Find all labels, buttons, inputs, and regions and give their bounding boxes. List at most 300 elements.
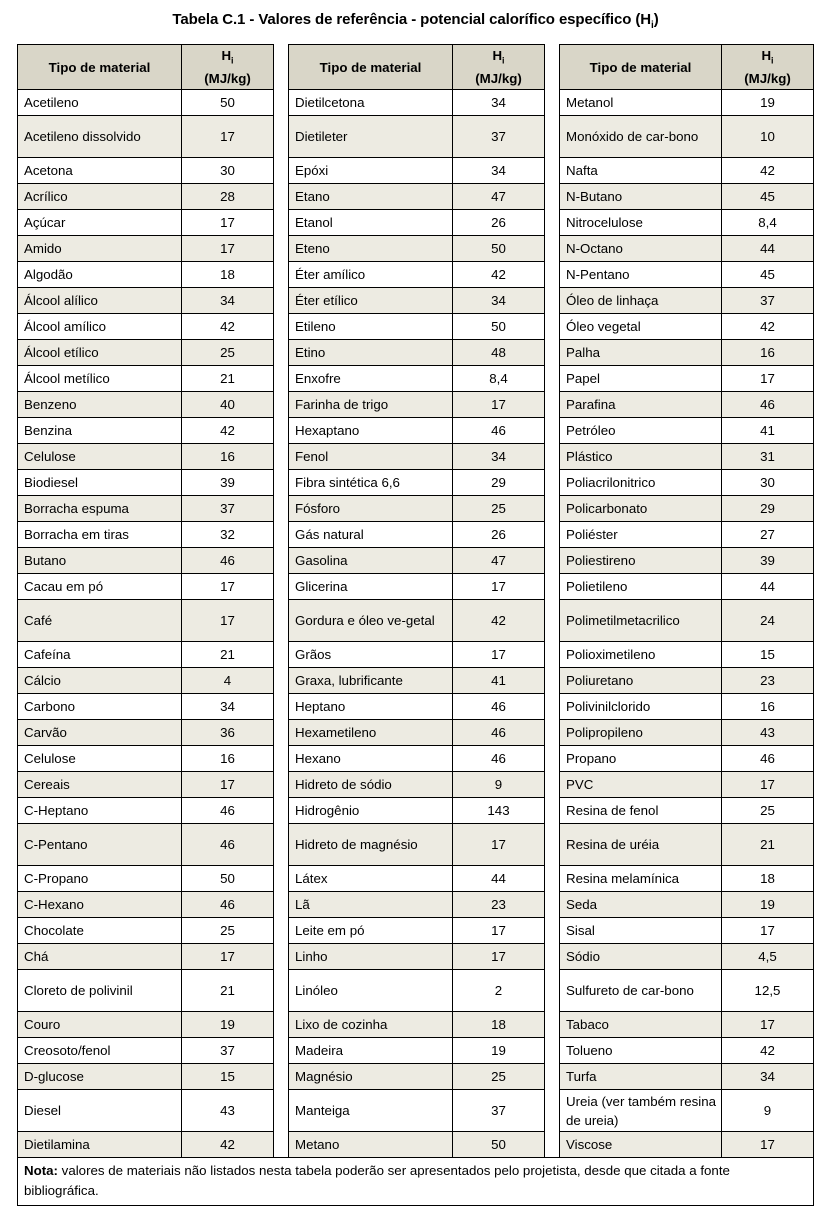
calorific-value-col1: 28	[182, 184, 274, 210]
material-name-col3: Palha	[560, 340, 722, 366]
material-name-col1: Chá	[18, 944, 182, 970]
material-name-col1: C-Heptano	[18, 798, 182, 824]
table-row	[18, 444, 814, 470]
calorific-value-col1: 15	[182, 1064, 274, 1090]
material-name-col3: Sulfureto de car-bono	[560, 970, 722, 1012]
material-name-col1: Cacau em pó	[18, 574, 182, 600]
material-name-col1: Benzeno	[18, 392, 182, 418]
calorific-value-col3: 44	[722, 574, 814, 600]
column-gap	[545, 470, 560, 496]
material-name-col3: Tolueno	[560, 1038, 722, 1064]
calorific-value-col2: 25	[453, 1064, 545, 1090]
material-name-col1: Celulose	[18, 746, 182, 772]
material-name-col3: Tabaco	[560, 1012, 722, 1038]
calorific-value-col1: 40	[182, 392, 274, 418]
calorific-value-col3: 37	[722, 288, 814, 314]
column-gap	[274, 944, 289, 970]
column-gap	[545, 642, 560, 668]
calorific-value-col3: 21	[722, 824, 814, 866]
material-name-col1: Creosoto/fenol	[18, 1038, 182, 1064]
material-name-col2: Fenol	[289, 444, 453, 470]
column-gap	[274, 918, 289, 944]
column-gap	[274, 574, 289, 600]
calorific-value-col3: 29	[722, 496, 814, 522]
table-row	[18, 236, 814, 262]
calorific-value-col2: 37	[453, 116, 545, 158]
calorific-value-col2: 46	[453, 694, 545, 720]
material-name-col2: Epóxi	[289, 158, 453, 184]
column-gap	[274, 772, 289, 798]
material-name-col2: Hexametileno	[289, 720, 453, 746]
calorific-value-col3: 43	[722, 720, 814, 746]
column-gap	[545, 288, 560, 314]
calorific-value-col1: 30	[182, 158, 274, 184]
column-gap	[274, 288, 289, 314]
calorific-value-col3: 16	[722, 694, 814, 720]
calorific-value-col1: 18	[182, 262, 274, 288]
calorific-value-col2: 17	[453, 824, 545, 866]
table-row	[18, 418, 814, 444]
material-name-col2: Dietileter	[289, 116, 453, 158]
calorific-value-col3: 25	[722, 798, 814, 824]
material-name-col1: Algodão	[18, 262, 182, 288]
material-name-col1: Álcool alílico	[18, 288, 182, 314]
table-row	[18, 366, 814, 392]
column-gap	[274, 1064, 289, 1090]
calorific-value-col3: 41	[722, 418, 814, 444]
column-gap	[274, 210, 289, 236]
table-row	[18, 262, 814, 288]
table-row	[18, 600, 814, 642]
calorific-value-col2: 17	[453, 574, 545, 600]
column-gap	[274, 262, 289, 288]
header-value-unit: (MJ/kg)	[475, 70, 522, 86]
material-name-col2: Hidreto de magnésio	[289, 824, 453, 866]
calorific-value-col3: 4,5	[722, 944, 814, 970]
column-gap	[545, 918, 560, 944]
calorific-value-col2: 46	[453, 746, 545, 772]
calorific-value-col3: 42	[722, 158, 814, 184]
column-gap	[545, 366, 560, 392]
column-gap	[274, 866, 289, 892]
calorific-value-col3: 17	[722, 1132, 814, 1158]
column-gap	[274, 116, 289, 158]
material-name-col1: Carbono	[18, 694, 182, 720]
material-name-col1: C-Propano	[18, 866, 182, 892]
material-name-col3: Nitrocelulose	[560, 210, 722, 236]
material-name-col2: Hidrogênio	[289, 798, 453, 824]
column-gap	[274, 418, 289, 444]
table-row	[18, 90, 814, 116]
table-title-text: Tabela C.1 - Valores de referência - potencial calorífico específico (H	[172, 11, 652, 28]
material-name-col3: N-Octano	[560, 236, 722, 262]
calorific-value-col1: 17	[182, 236, 274, 262]
calorific-value-col1: 34	[182, 288, 274, 314]
calorific-value-col3: 30	[722, 470, 814, 496]
material-name-col2: Graxa, lubrificante	[289, 668, 453, 694]
note-row	[18, 1158, 814, 1206]
header-value-symbol: H	[221, 48, 232, 64]
calorific-value-col3: 46	[722, 392, 814, 418]
material-name-col2: Leite em pó	[289, 918, 453, 944]
table-row	[18, 866, 814, 892]
material-name-col1: Borracha em tiras	[18, 522, 182, 548]
calorific-value-col3: 34	[722, 1064, 814, 1090]
header-value-sub: i	[771, 55, 774, 66]
table-row	[18, 470, 814, 496]
calorific-value-col3: 27	[722, 522, 814, 548]
material-name-col2: Metano	[289, 1132, 453, 1158]
calorific-value-col1: 19	[182, 1012, 274, 1038]
calorific-value-col2: 26	[453, 522, 545, 548]
material-name-col1: Couro	[18, 1012, 182, 1038]
column-gap	[545, 1012, 560, 1038]
material-name-col1: Cereais	[18, 772, 182, 798]
calorific-value-col1: 46	[182, 892, 274, 918]
material-name-col3: Plástico	[560, 444, 722, 470]
material-name-col2: Gordura e óleo ve-getal	[289, 600, 453, 642]
material-name-col3: Poliestireno	[560, 548, 722, 574]
material-name-col3: Viscose	[560, 1132, 722, 1158]
calorific-value-col2: 17	[453, 918, 545, 944]
calorific-value-col2: 37	[453, 1090, 545, 1132]
calorific-value-col1: 17	[182, 574, 274, 600]
calorific-value-col2: 29	[453, 470, 545, 496]
material-name-col3: Polivinilclorido	[560, 694, 722, 720]
material-name-col2: Linóleo	[289, 970, 453, 1012]
calorific-value-col3: 42	[722, 314, 814, 340]
calorific-value-col2: 34	[453, 158, 545, 184]
column-gap	[545, 45, 560, 90]
column-gap	[274, 1132, 289, 1158]
material-name-col1: Butano	[18, 548, 182, 574]
material-name-col1: Café	[18, 600, 182, 642]
column-gap	[274, 1012, 289, 1038]
column-gap	[274, 392, 289, 418]
calorific-value-col2: 46	[453, 720, 545, 746]
table-row	[18, 1012, 814, 1038]
column-gap	[545, 1064, 560, 1090]
calorific-value-col3: 8,4	[722, 210, 814, 236]
table-row	[18, 944, 814, 970]
calorific-value-col1: 17	[182, 772, 274, 798]
table-row	[18, 340, 814, 366]
table-row	[18, 314, 814, 340]
material-name-col2: Éter etílico	[289, 288, 453, 314]
column-gap	[274, 444, 289, 470]
note-text: valores de materiais não listados nesta tabela poderão ser apresentados pelo projetista, desde que citada a fonte bibliográfica.	[24, 1163, 730, 1198]
column-gap	[545, 944, 560, 970]
material-name-col3: Resina de uréia	[560, 824, 722, 866]
material-name-col2: Lixo de cozinha	[289, 1012, 453, 1038]
material-name-col1: Celulose	[18, 444, 182, 470]
table-row	[18, 392, 814, 418]
material-name-col1: Cloreto de polivinil	[18, 970, 182, 1012]
column-gap	[274, 668, 289, 694]
calorific-value-col1: 36	[182, 720, 274, 746]
table-row	[18, 892, 814, 918]
column-gap	[545, 158, 560, 184]
column-gap	[545, 668, 560, 694]
column-gap	[274, 642, 289, 668]
header-value-unit: (MJ/kg)	[204, 70, 251, 86]
calorific-value-col2: 41	[453, 668, 545, 694]
material-name-col2: Etano	[289, 184, 453, 210]
column-gap	[545, 262, 560, 288]
calorific-value-col1: 25	[182, 918, 274, 944]
column-gap	[274, 522, 289, 548]
material-name-col3: Poliacrilonitrico	[560, 470, 722, 496]
material-name-col2: Manteiga	[289, 1090, 453, 1132]
column-gap	[545, 236, 560, 262]
column-gap	[545, 392, 560, 418]
calorific-value-col3: 10	[722, 116, 814, 158]
material-name-col1: Acetileno	[18, 90, 182, 116]
table-row	[18, 158, 814, 184]
material-name-col3: Sisal	[560, 918, 722, 944]
material-name-col2: Etileno	[289, 314, 453, 340]
material-name-col2: Enxofre	[289, 366, 453, 392]
table-row	[18, 746, 814, 772]
table-row	[18, 970, 814, 1012]
column-gap	[545, 1090, 560, 1132]
calorific-value-col3: 45	[722, 184, 814, 210]
table-row	[18, 668, 814, 694]
calorific-value-col1: 34	[182, 694, 274, 720]
material-name-col2: Gás natural	[289, 522, 453, 548]
calorific-value-col3: 17	[722, 1012, 814, 1038]
calorific-value-col1: 21	[182, 970, 274, 1012]
calorific-value-col2: 25	[453, 496, 545, 522]
material-name-col1: Amido	[18, 236, 182, 262]
material-name-col2: Fibra sintética 6,6	[289, 470, 453, 496]
material-name-col2: Hexaptano	[289, 418, 453, 444]
column-gap	[545, 720, 560, 746]
material-name-col2: Eteno	[289, 236, 453, 262]
table-row	[18, 720, 814, 746]
column-gap	[274, 798, 289, 824]
column-gap	[545, 418, 560, 444]
calorific-value-col3: 17	[722, 772, 814, 798]
calorific-value-col3: 24	[722, 600, 814, 642]
column-gap	[274, 694, 289, 720]
calorific-value-col3: 23	[722, 668, 814, 694]
column-gap	[274, 366, 289, 392]
header-value-symbol: H	[761, 48, 772, 64]
material-name-col3: N-Pentano	[560, 262, 722, 288]
material-name-col2: Látex	[289, 866, 453, 892]
calorific-value-col1: 42	[182, 314, 274, 340]
calorific-value-col2: 44	[453, 866, 545, 892]
header-value-sub: i	[231, 55, 234, 66]
column-gap	[274, 236, 289, 262]
calorific-value-col2: 23	[453, 892, 545, 918]
column-gap	[545, 746, 560, 772]
column-gap	[274, 892, 289, 918]
material-name-col3: N-Butano	[560, 184, 722, 210]
header-value-2	[453, 45, 545, 90]
calorific-value-col3: 19	[722, 90, 814, 116]
table-row	[18, 522, 814, 548]
material-name-col1: D-glucose	[18, 1064, 182, 1090]
material-name-col1: Diesel	[18, 1090, 182, 1132]
calorific-value-col3: 39	[722, 548, 814, 574]
table-row	[18, 642, 814, 668]
material-name-col3: Monóxido de car-bono	[560, 116, 722, 158]
calorific-value-col2: 9	[453, 772, 545, 798]
calorific-value-col2: 8,4	[453, 366, 545, 392]
material-name-col1: C-Pentano	[18, 824, 182, 866]
table-row	[18, 116, 814, 158]
calorific-value-col3: 42	[722, 1038, 814, 1064]
material-name-col1: Acetileno dissolvido	[18, 116, 182, 158]
calorific-value-col2: 17	[453, 392, 545, 418]
calorific-value-col2: 26	[453, 210, 545, 236]
material-name-col3: Polimetilmetacrilico	[560, 600, 722, 642]
calorific-value-col1: 32	[182, 522, 274, 548]
material-name-col2: Gasolina	[289, 548, 453, 574]
table-row	[18, 496, 814, 522]
header-row	[18, 45, 814, 90]
column-gap	[274, 1038, 289, 1064]
header-value-1	[182, 45, 274, 90]
table-row	[18, 694, 814, 720]
material-name-col3: Resina de fenol	[560, 798, 722, 824]
calorific-value-col1: 46	[182, 824, 274, 866]
calorific-value-col1: 17	[182, 116, 274, 158]
calorific-value-col3: 45	[722, 262, 814, 288]
column-gap	[545, 444, 560, 470]
column-gap	[545, 90, 560, 116]
calorific-value-col2: 47	[453, 548, 545, 574]
table-row	[18, 798, 814, 824]
calorific-value-col1: 42	[182, 1132, 274, 1158]
calorific-value-col3: 17	[722, 366, 814, 392]
column-gap	[545, 314, 560, 340]
material-name-col2: Hexano	[289, 746, 453, 772]
column-gap	[545, 600, 560, 642]
calorific-value-col2: 17	[453, 642, 545, 668]
header-material-1: Tipo de material	[18, 45, 182, 90]
calorific-value-col1: 16	[182, 444, 274, 470]
material-name-col2: Linho	[289, 944, 453, 970]
table-row	[18, 548, 814, 574]
calorific-value-col1: 17	[182, 600, 274, 642]
calorific-value-col1: 17	[182, 210, 274, 236]
note-label: Nota:	[24, 1163, 58, 1178]
material-name-col1: Biodiesel	[18, 470, 182, 496]
calorific-value-col1: 4	[182, 668, 274, 694]
material-name-col3: Policarbonato	[560, 496, 722, 522]
column-gap	[274, 470, 289, 496]
calorific-value-col2: 34	[453, 288, 545, 314]
table-row	[18, 1064, 814, 1090]
calorific-value-col2: 19	[453, 1038, 545, 1064]
calorific-value-col3: 31	[722, 444, 814, 470]
table-row	[18, 288, 814, 314]
material-name-col3: Turfa	[560, 1064, 722, 1090]
table-row	[18, 824, 814, 866]
material-name-col1: Álcool metílico	[18, 366, 182, 392]
calorific-value-col3: 46	[722, 746, 814, 772]
column-gap	[545, 210, 560, 236]
calorific-value-col2: 34	[453, 444, 545, 470]
calorific-value-col3: 12,5	[722, 970, 814, 1012]
material-name-col2: Lã	[289, 892, 453, 918]
material-name-col3: Nafta	[560, 158, 722, 184]
material-name-col1: Borracha espuma	[18, 496, 182, 522]
material-name-col2: Farinha de trigo	[289, 392, 453, 418]
material-name-col3: Poliéster	[560, 522, 722, 548]
table-row	[18, 574, 814, 600]
column-gap	[274, 90, 289, 116]
calorific-value-col3: 9	[722, 1090, 814, 1132]
material-name-col3: Petróleo	[560, 418, 722, 444]
material-name-col2: Etanol	[289, 210, 453, 236]
table-body	[18, 90, 814, 1158]
table-row	[18, 1090, 814, 1132]
table-note	[18, 1158, 814, 1206]
column-gap	[545, 694, 560, 720]
column-gap	[274, 548, 289, 574]
table-title-suffix: )	[653, 11, 659, 28]
material-name-col2: Fósforo	[289, 496, 453, 522]
material-name-col3: Polipropileno	[560, 720, 722, 746]
calorific-value-col1: 50	[182, 866, 274, 892]
material-name-col3: Polietileno	[560, 574, 722, 600]
calorific-value-col3: 15	[722, 642, 814, 668]
material-name-col1: Cálcio	[18, 668, 182, 694]
column-gap	[545, 116, 560, 158]
calorific-value-col2: 18	[453, 1012, 545, 1038]
table-row	[18, 184, 814, 210]
column-gap	[545, 772, 560, 798]
calorific-value-col2: 42	[453, 600, 545, 642]
material-name-col1: Açúcar	[18, 210, 182, 236]
column-gap	[274, 314, 289, 340]
column-gap	[545, 824, 560, 866]
material-name-col1: Acetona	[18, 158, 182, 184]
calorific-value-col1: 39	[182, 470, 274, 496]
column-gap	[274, 720, 289, 746]
calorific-value-col3: 16	[722, 340, 814, 366]
calorific-value-col1: 37	[182, 496, 274, 522]
table-row	[18, 772, 814, 798]
calorific-value-col1: 46	[182, 548, 274, 574]
column-gap	[274, 746, 289, 772]
material-name-col3: Óleo vegetal	[560, 314, 722, 340]
column-gap	[545, 548, 560, 574]
table-row	[18, 1038, 814, 1064]
column-gap	[274, 1090, 289, 1132]
calorific-value-col2: 50	[453, 236, 545, 262]
column-gap	[274, 184, 289, 210]
material-name-col3: Seda	[560, 892, 722, 918]
calorific-value-col2: 48	[453, 340, 545, 366]
header-value-sub: i	[502, 55, 505, 66]
column-gap	[274, 340, 289, 366]
column-gap	[274, 45, 289, 90]
material-name-col3: Ureia (ver também resina de ureia)	[560, 1090, 722, 1132]
material-name-col3: Resina melamínica	[560, 866, 722, 892]
calorific-value-col2: 17	[453, 944, 545, 970]
material-name-col2: Hidreto de sódio	[289, 772, 453, 798]
table-title-subscript: i	[651, 20, 654, 31]
column-gap	[274, 600, 289, 642]
table-row	[18, 1132, 814, 1158]
column-gap	[545, 1132, 560, 1158]
header-material-2: Tipo de material	[289, 45, 453, 90]
